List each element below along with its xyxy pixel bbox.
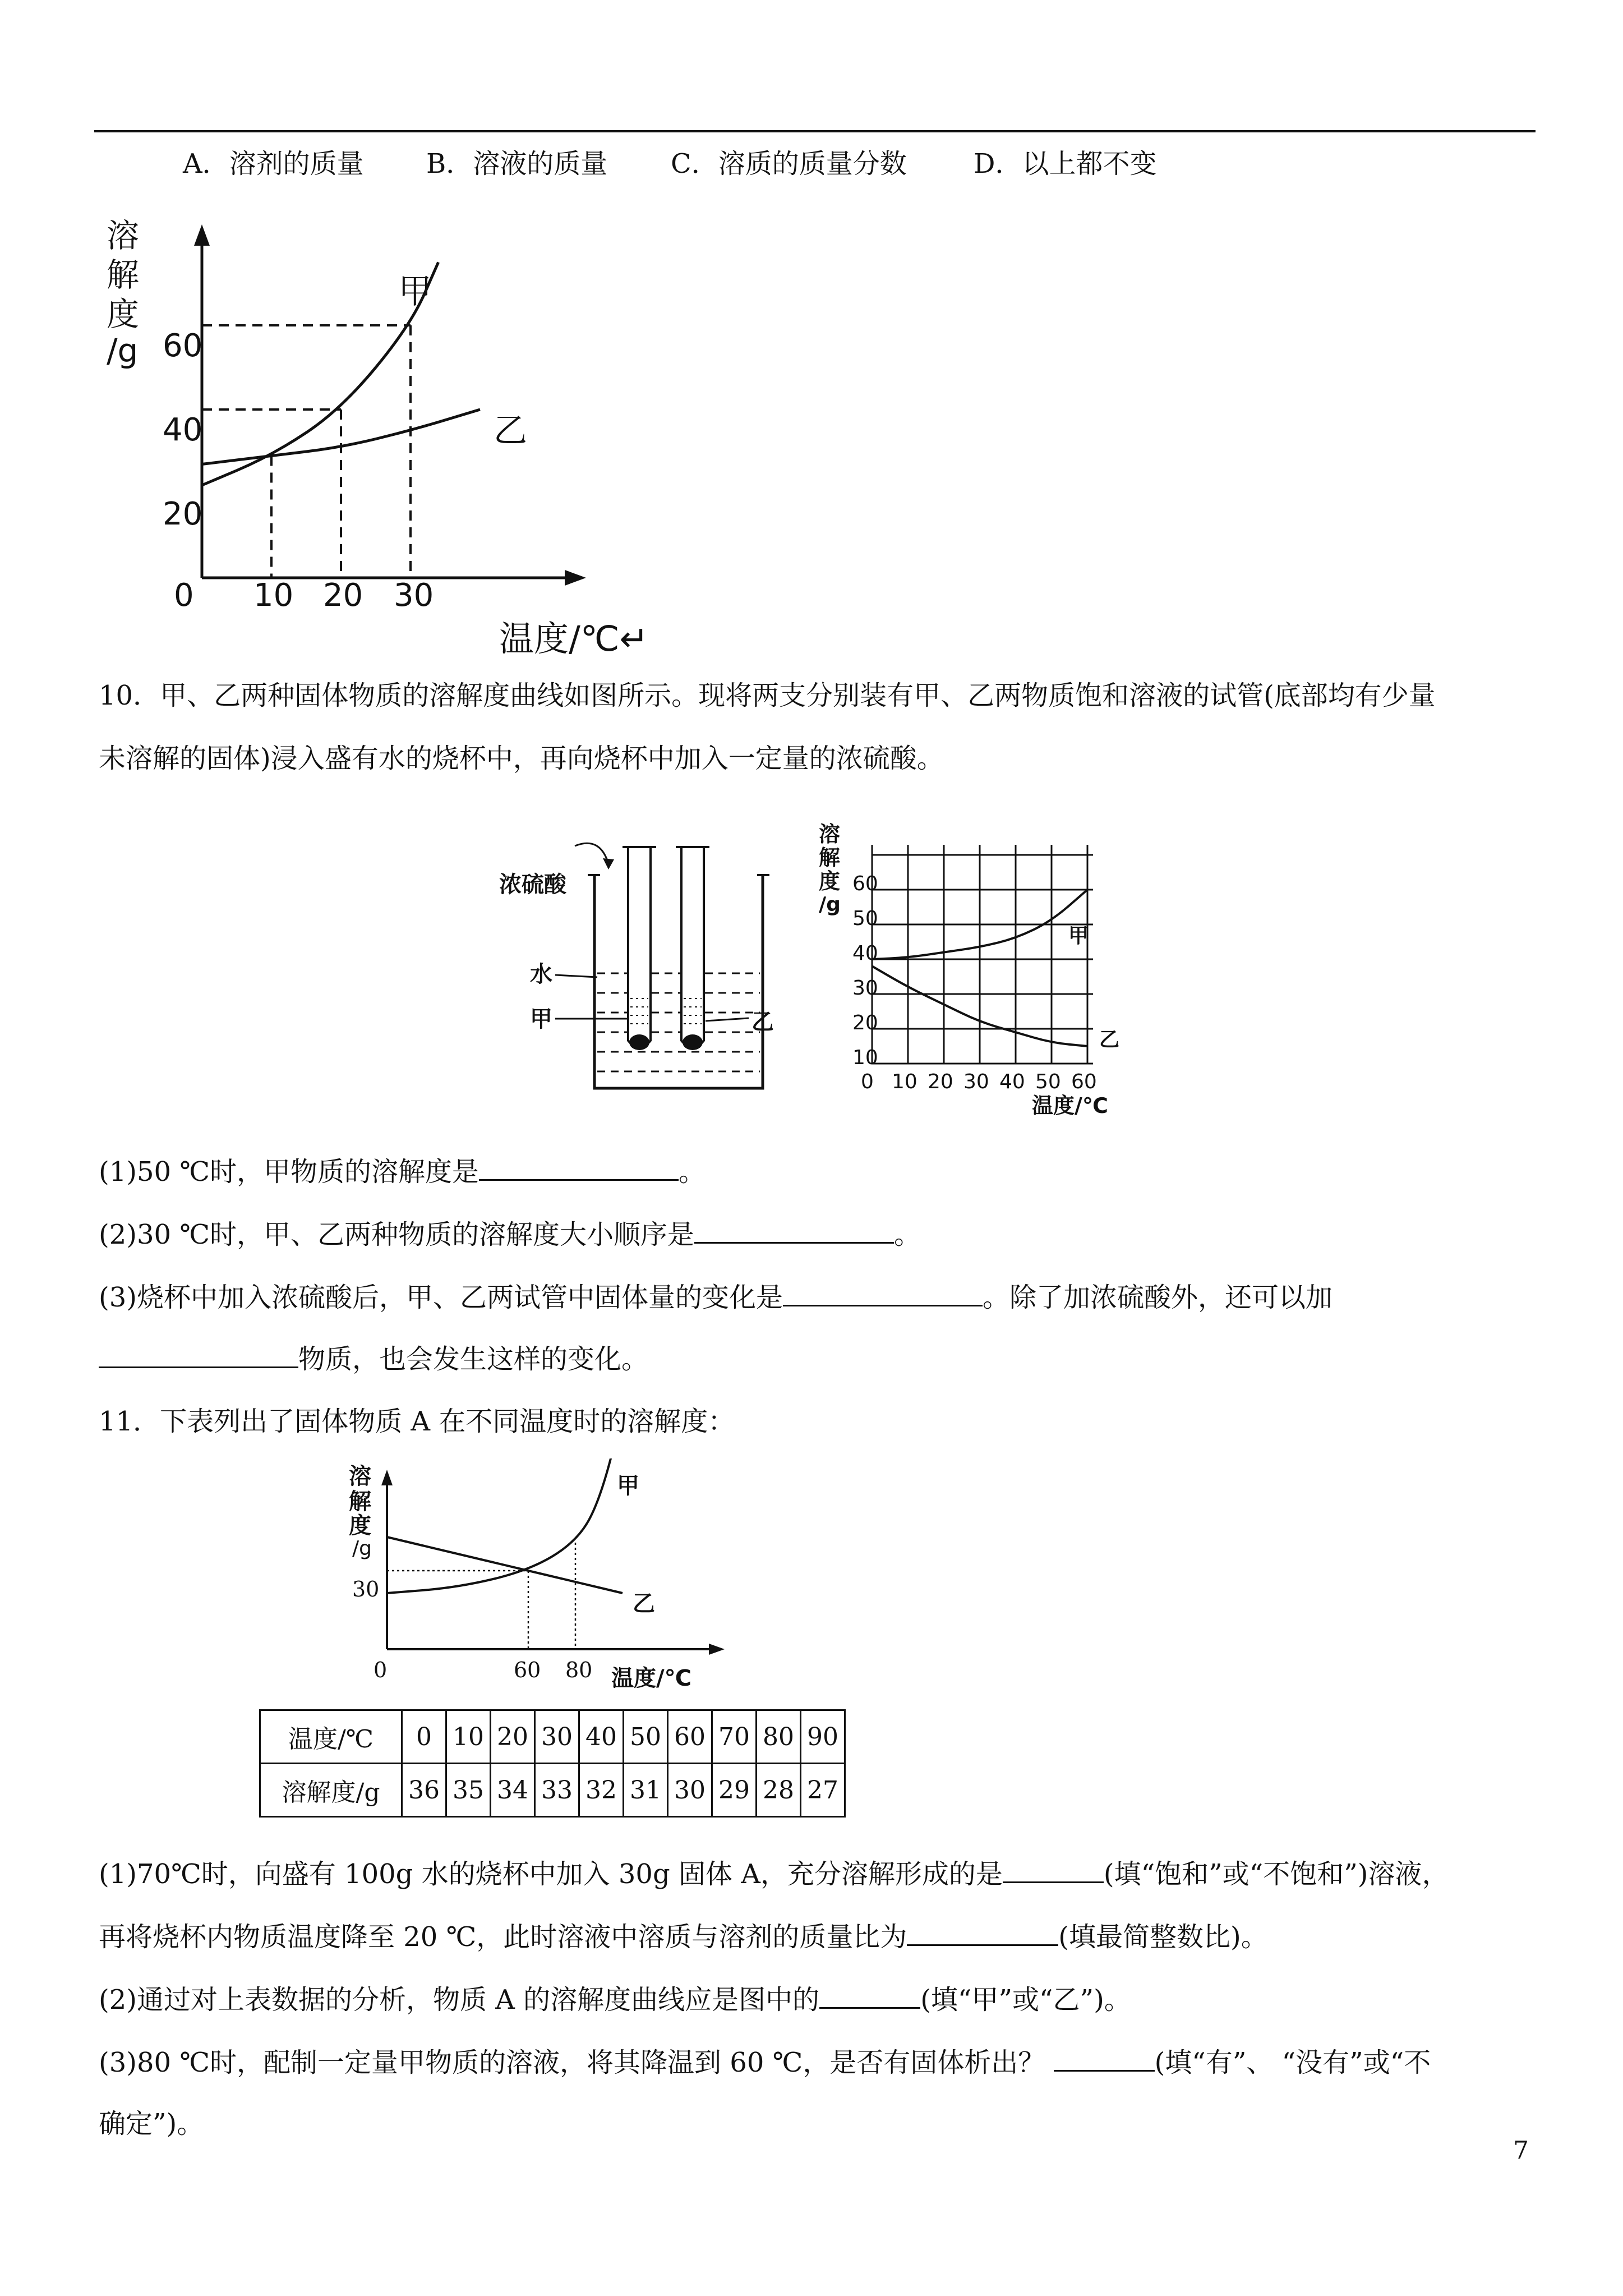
y-tick-label: 20	[163, 496, 203, 532]
option-c: C．溶质的质量分数	[671, 148, 907, 180]
table-cell: 0	[402, 1710, 446, 1764]
table-cell: 34	[491, 1764, 535, 1817]
y-tick-label: 10	[852, 1046, 878, 1069]
table-cell: 31	[624, 1764, 668, 1817]
solubility-table	[259, 1709, 846, 1818]
q11-sub3	[99, 2045, 1431, 2079]
answer-blank[interactable]	[479, 1154, 679, 1181]
test-tube-right	[676, 847, 709, 1050]
table-cell: 35	[446, 1764, 491, 1817]
y-tick-label: 20	[852, 1011, 878, 1034]
q10-stem-line1: 10．甲、乙两种固体物质的溶解度曲线如图所示。现将两支分别装有甲、乙两物质饱和溶液的试管(底部均有少量	[99, 680, 1436, 711]
y-axis-arrow	[381, 1470, 393, 1485]
y-tick-label: 40	[163, 412, 203, 448]
table-cell: 90	[801, 1710, 845, 1764]
ylabel-char: /g	[107, 332, 139, 370]
x-tick-label: 50	[1035, 1070, 1061, 1093]
x-tick-label: 80	[565, 1658, 593, 1682]
q11-sub3-hint: (填“有”、 “没有”或“不	[1154, 2047, 1431, 2078]
ylabel-char: /g	[352, 1537, 372, 1560]
test-tube-left	[623, 847, 656, 1050]
table-cell: 36	[402, 1764, 446, 1817]
x-tick-label: 20	[323, 577, 363, 614]
header-rule	[94, 130, 1536, 132]
beaker-diagram	[488, 830, 802, 1099]
q11-sub1-text2: 再将烧杯内物质温度降至 20 ℃，此时溶液中溶质与溶剂的质量比为	[99, 1921, 907, 1953]
x-tick-label: 30	[394, 577, 434, 614]
option-b: B．溶液的质量	[426, 148, 608, 180]
q10-sub3-end: 物质，也会发生这样的变化。	[298, 1343, 649, 1375]
table-cell: 30	[535, 1710, 579, 1764]
q11-sub2-hint: (填“甲”或“乙”)。	[920, 1984, 1131, 2016]
q11-sub2	[99, 1982, 1131, 2017]
q11-sub3-line2: 确定”)。	[99, 2108, 204, 2139]
table-cell: 80	[757, 1710, 801, 1764]
q10-sub2	[99, 1217, 921, 1251]
ylabel-char: 解	[819, 845, 841, 870]
x-tick-label: 10	[892, 1070, 917, 1093]
option-d: D．以上都不变	[974, 148, 1157, 180]
x-axis-label: 温度/℃	[1032, 1093, 1108, 1118]
q10-sub2-end: 。	[894, 1219, 921, 1250]
x-tick-label: 0	[374, 1658, 388, 1682]
y-tick-label: 60	[163, 328, 203, 364]
x-axis-label: 温度/℃↵	[499, 618, 649, 659]
answer-blank[interactable]	[1003, 1857, 1104, 1883]
y-tick-label: 40	[852, 942, 878, 965]
x-axis-label: 温度/℃	[611, 1665, 692, 1691]
table-row	[260, 1710, 845, 1764]
y-tick-label: 30	[352, 1577, 380, 1602]
tube-label-yi: 乙	[751, 1009, 774, 1035]
curve-label-jia: 甲	[1068, 924, 1089, 947]
series-line-乙	[387, 1537, 623, 1593]
table-cell: 70	[712, 1710, 757, 1764]
q10-sub3-text: (3)烧杯中加入浓硫酸后，甲、乙两试管中固体量的变化是	[99, 1282, 783, 1313]
y-tick-label: 30	[852, 977, 878, 1000]
q11-sub3-text: (3)80 ℃时，配制一定量甲物质的溶液，将其降温到 60 ℃，是否有固体析出？	[99, 2047, 1054, 2078]
tube-label-jia: 甲	[530, 1006, 552, 1032]
y-tick-label: 60	[852, 872, 878, 895]
ylabel-char: 溶	[107, 217, 140, 255]
q11-sub1-hint2: (填最简整数比)。	[1058, 1921, 1268, 1953]
figure1-chart	[84, 213, 673, 662]
answer-blank[interactable]	[1054, 2045, 1155, 2072]
water	[597, 973, 760, 1071]
curve-label-yi: 乙	[633, 1591, 655, 1617]
table-cell: 27	[801, 1764, 845, 1817]
q10-sub1-text: (1)50 ℃时，甲物质的溶解度是	[99, 1156, 479, 1188]
y-axis-arrow	[194, 224, 210, 246]
x-tick-label: 0	[861, 1070, 874, 1093]
q11-sub1-line2	[99, 1920, 1268, 1954]
table-cell: 29	[712, 1764, 757, 1817]
table-cell: 60	[668, 1710, 712, 1764]
table-cell: 32	[579, 1764, 624, 1817]
table-cell: 20	[491, 1710, 535, 1764]
curve-label-yi: 乙	[494, 411, 527, 450]
q10-sub3-line2	[99, 1342, 648, 1376]
q11-stem: 11．下表列出了固体物质 A 在不同温度时的溶解度：	[99, 1406, 735, 1437]
series-line-甲	[387, 1458, 623, 1593]
q10-sub2-text: (2)30 ℃时，甲、乙两种物质的溶解度大小顺序是	[99, 1219, 695, 1250]
answer-blank[interactable]	[819, 1982, 920, 2009]
table-cell: 33	[535, 1764, 579, 1817]
beaker	[594, 875, 763, 1088]
ylabel-char: 解	[349, 1489, 371, 1515]
table-cell: 40	[579, 1710, 624, 1764]
q11-chart	[336, 1458, 740, 1705]
x-tick-label: 10	[253, 577, 294, 614]
x-axis-arrow	[709, 1644, 725, 1655]
ylabel-char: 度	[349, 1513, 371, 1539]
table-row	[260, 1764, 845, 1817]
x-tick-label: 40	[999, 1070, 1025, 1093]
ylabel-char: 度	[819, 869, 841, 894]
option-a: A．溶剂的质量	[183, 148, 364, 180]
ylabel-char: 溶	[349, 1464, 371, 1489]
x-tick-label: 60	[1071, 1070, 1097, 1093]
q10-sub1	[99, 1154, 706, 1189]
row-header: 温度/℃	[260, 1710, 402, 1764]
acid-label: 浓硫酸	[499, 872, 566, 898]
table-cell: 50	[624, 1710, 668, 1764]
table-cell: 30	[668, 1764, 712, 1817]
q10-sub3-cont: 。除了加浓硫酸外，还可以加	[983, 1282, 1333, 1313]
ylabel-char: 度	[107, 295, 140, 333]
answer-blank[interactable]	[907, 1920, 1058, 1946]
answer-blank[interactable]	[99, 1342, 298, 1368]
arrow-icon	[575, 843, 608, 864]
water-label: 水	[530, 961, 552, 987]
q11-sub1	[99, 1857, 1449, 1891]
q11-sub1-hint: (填“饱和”或“不饱和”)溶液，	[1103, 1858, 1449, 1890]
q10-sub1-end: 。	[679, 1156, 706, 1188]
q10-sub3	[99, 1280, 1332, 1314]
page-number: 7	[1513, 2136, 1529, 2165]
ylabel-char: 溶	[819, 822, 841, 846]
ylabel-char: 解	[107, 256, 140, 294]
q11-sub1-text: (1)70℃时，向盛有 100g 水的烧杯中加入 30g 固体 A，充分溶解形成的是	[99, 1858, 1003, 1890]
curve-label-jia: 甲	[617, 1473, 639, 1499]
x-tick-label: 20	[928, 1070, 953, 1093]
row-header: 溶解度/g	[260, 1764, 402, 1817]
answer-blank[interactable]	[783, 1280, 983, 1306]
x-axis-arrow	[565, 570, 586, 586]
answer-blank[interactable]	[694, 1217, 894, 1244]
y-tick-label: 50	[852, 907, 878, 930]
x-tick-label: 30	[963, 1070, 989, 1093]
q10-grid-chart	[808, 819, 1155, 1122]
table-cell: 28	[757, 1764, 801, 1817]
table-cell: 10	[446, 1710, 491, 1764]
x-tick-label: 60	[514, 1658, 541, 1682]
curve-label-yi: 乙	[1099, 1028, 1120, 1051]
q11-sub2-text: (2)通过对上表数据的分析，物质 A 的溶解度曲线应是图中的	[99, 1984, 820, 2016]
q10-stem-line2: 未溶解的固体)浸入盛有水的烧杯中，再向烧杯中加入一定量的浓硫酸。	[99, 743, 944, 774]
curve-label-jia: 甲	[398, 272, 432, 311]
x-tick-label: 0	[174, 577, 194, 614]
ylabel-char: /g	[819, 893, 841, 916]
